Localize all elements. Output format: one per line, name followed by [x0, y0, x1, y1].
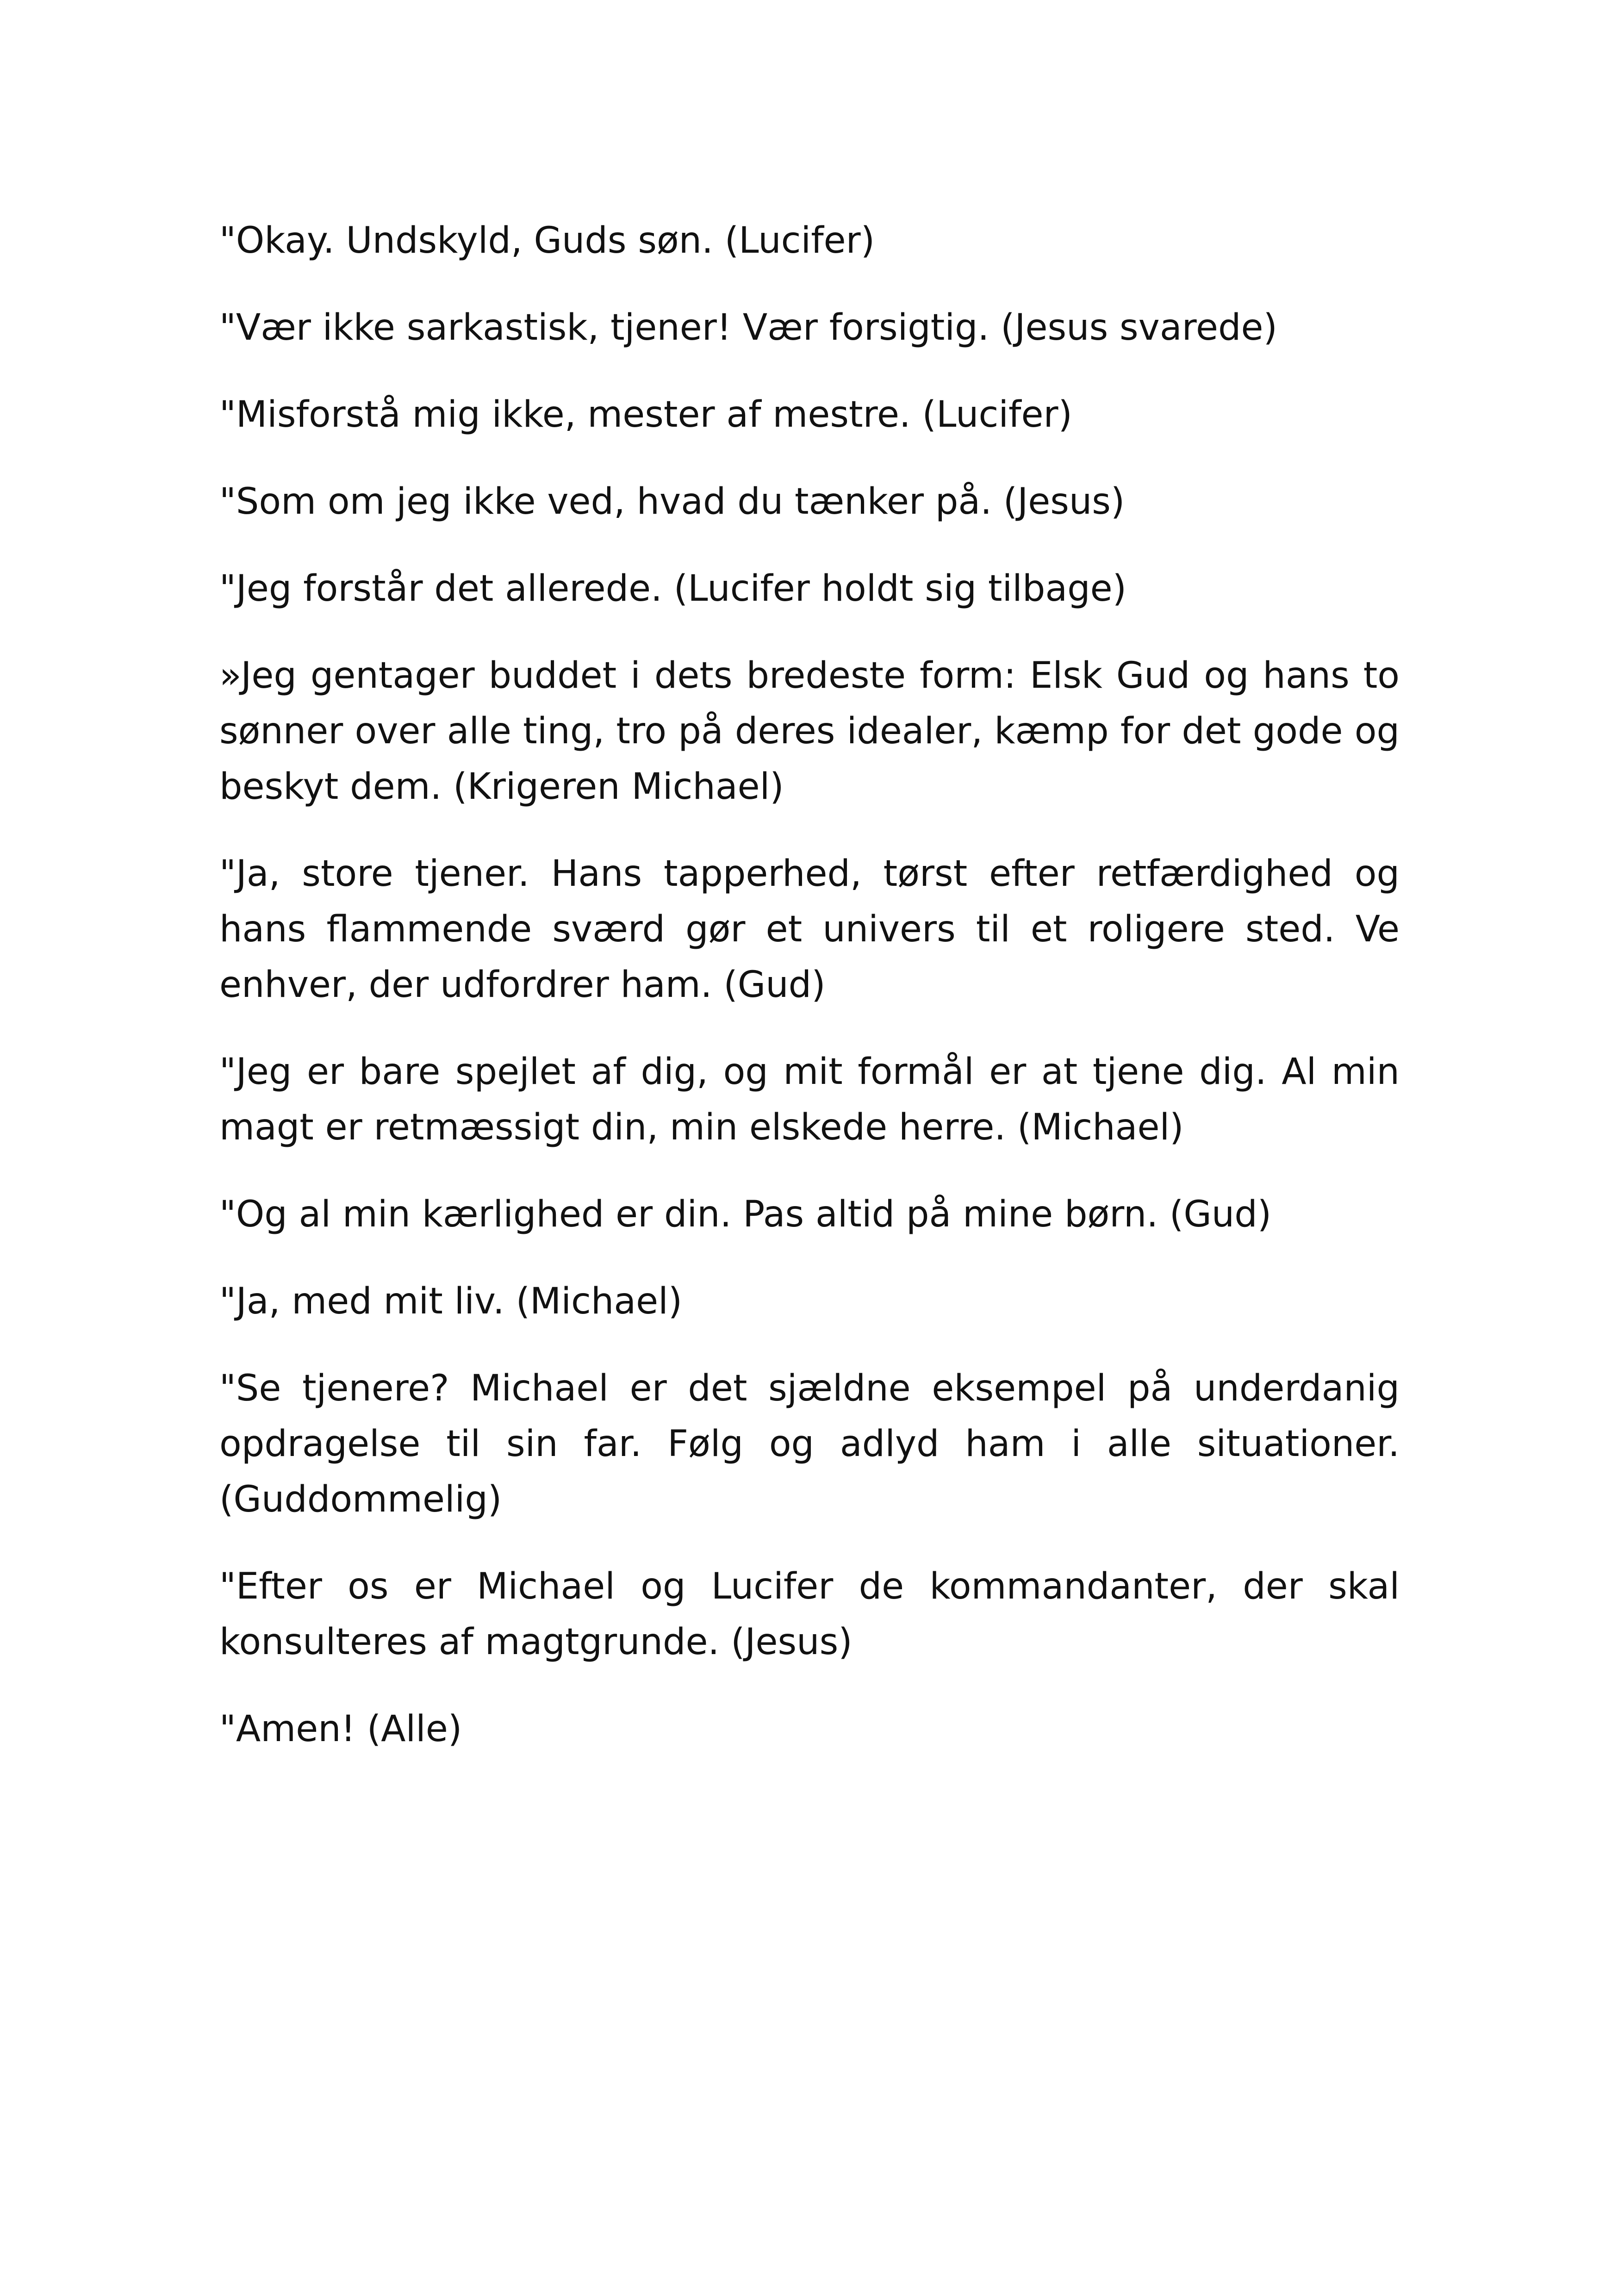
- dialogue-paragraph: "Misforstå mig ikke, mester af mestre. (Lucifer): [219, 394, 1072, 436]
- dialogue-paragraph: "Vær ikke sarkastisk, tjener! Vær forsigtig. (Jesus svarede): [219, 307, 1277, 348]
- dialogue-paragraph: »Jeg gentager buddet i dets bredeste form: Elsk Gud og hans to sønner over alle ting, tro på deres idealer, kæmp for det gode og beskyt dem. (Krigeren Michael): [219, 655, 1400, 808]
- document-body: [219, 213, 1400, 1788]
- dialogue-paragraph: "Efter os er Michael og Lucifer de kommandanter, der skal konsulteres af magtgrunde. (Jesus): [219, 1566, 1400, 1663]
- dialogue-paragraph: "Jeg forstår det allerede. (Lucifer holdt sig tilbage): [219, 568, 1127, 610]
- dialogue-paragraph: "Okay. Undskyld, Guds søn. (Lucifer): [219, 220, 875, 261]
- dialogue-paragraph: "Jeg er bare spejlet af dig, og mit formål er at tjene dig. Al min magt er retmæssigt din, min elskede herre. (Michael): [219, 1051, 1400, 1148]
- dialogue-paragraph: "Se tjenere? Michael er det sjældne eksempel på underdanig opdragelse til sin far. Følg og adlyd ham i alle situationer. (Guddommelig): [219, 1368, 1400, 1520]
- dialogue-paragraph: "Amen! (Alle): [219, 1708, 462, 1750]
- dialogue-paragraph: "Ja, store tjener. Hans tapperhed, tørst efter retfærdighed og hans flammende sværd gør et univers til et roligere sted. Ve enhver, der udfordrer ham. (Gud): [219, 853, 1400, 1006]
- dialogue-paragraph: "Og al min kærlighed er din. Pas altid på mine børn. (Gud): [219, 1194, 1272, 1235]
- dialogue-paragraph: "Ja, med mit liv. (Michael): [219, 1281, 683, 1322]
- dialogue-paragraph: "Som om jeg ikke ved, hvad du tænker på. (Jesus): [219, 481, 1125, 523]
